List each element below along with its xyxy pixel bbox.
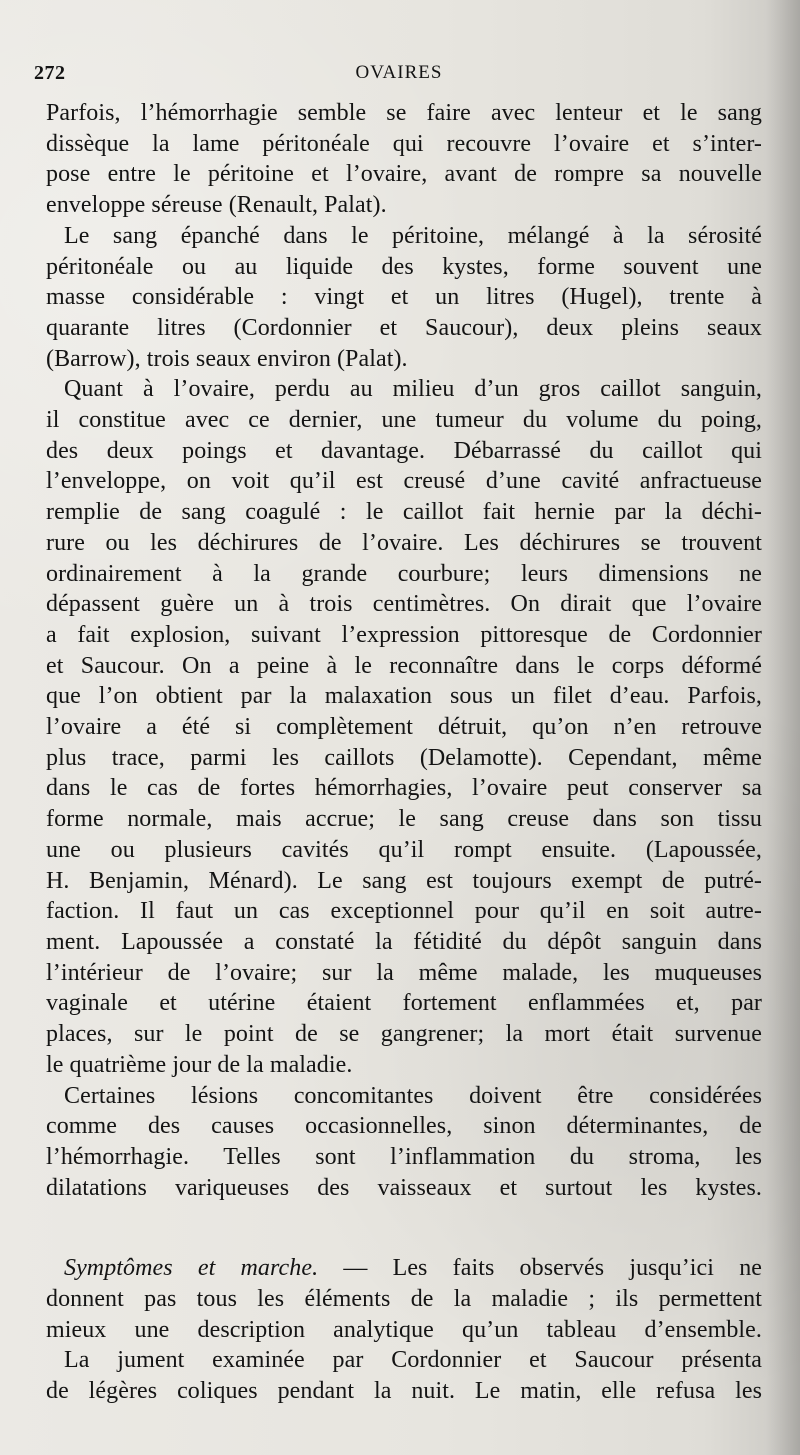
text-line: Certaines lésions concomitantes doivent être considérées <box>64 1082 762 1109</box>
text-line: pose entre le péritoine et l’ovaire, avant de rompre sa nouvelle <box>46 161 762 188</box>
text-line: remplie de sang coagulé : le caillot fait hernie par la déchi- <box>46 499 762 526</box>
text-line: Le sang épanché dans le péritoine, mélangé à la sérosité <box>64 222 762 249</box>
text-line: dilatations variqueuses des vaisseaux et surtout les kystes. <box>46 1174 762 1201</box>
text-line: enveloppe séreuse (Renault, Palat). <box>46 192 387 219</box>
section-title: Symptômes et marche. <box>64 1255 319 1282</box>
text-line: il constitue avec ce dernier, une tumeur du volume du poing, <box>46 407 762 434</box>
text-line: mieux une description analytique qu’un tableau d’ensemble. <box>46 1316 762 1343</box>
text-line: places, sur le point de se gangrener; la mort était survenue <box>46 1021 762 1048</box>
paragraph-hemorrhage-slow <box>46 98 762 221</box>
text-line: une ou plusieurs cavités qu’il rompt ensuite. (Lapoussée, <box>46 836 762 863</box>
text-line: ment. Lapoussée a constaté la fétidité du dépôt sanguin dans <box>46 928 762 955</box>
page-header <box>34 62 764 88</box>
text-line: rure ou les déchirures de l’ovaire. Les déchirures se trouvent <box>46 529 762 556</box>
text-line: La jument examinée par Cordonnier et Saucour présenta <box>64 1347 762 1374</box>
section-symptoms <box>46 1253 762 1345</box>
text-line: des deux poings et davantage. Débarrassé du caillot qui <box>46 437 762 464</box>
section-first-line <box>46 1253 762 1284</box>
text-line: que l’on obtient par la malaxation sous un filet d’eau. Parfois, <box>46 683 762 710</box>
text-line: le quatrième jour de la maladie. <box>46 1051 353 1078</box>
text-line: faction. Il faut un cas exceptionnel pour qu’il en soit autre- <box>46 898 762 925</box>
text-line: masse considérable : vingt et un litres (Hugel), trente à <box>46 284 762 311</box>
paragraph-concomitant-lesions <box>46 1081 762 1204</box>
text-line: et Saucour. On a peine à le reconnaître dans le corps déformé <box>46 652 762 679</box>
text-line: comme des causes occasionnelles, sinon déterminantes, de <box>46 1113 762 1140</box>
text-line: l’intérieur de l’ovaire; sur la même malade, les muqueuses <box>46 959 762 986</box>
text-line: Quant à l’ovaire, perdu au milieu d’un gros caillot sanguin, <box>64 376 762 403</box>
text-line: quarante litres (Cordonnier et Saucour), deux pleins seaux <box>46 314 762 341</box>
paragraph-spilled-blood <box>46 221 762 375</box>
paragraph-mare-case <box>46 1345 762 1406</box>
text-line: de légères coliques pendant la nuit. Le matin, elle refusa les <box>46 1378 762 1405</box>
text-line: l’ovaire a été si complètement détruit, qu’on n’en retrouve <box>46 714 762 741</box>
text-line: H. Benjamin, Ménard). Le sang est toujours exempt de putré- <box>46 867 762 894</box>
text-line: péritonéale ou au liquide des kystes, forme souvent une <box>46 253 762 280</box>
text-line: l’enveloppe, on voit qu’il est creusé d’une cavité anfractueuse <box>46 468 762 495</box>
body-text <box>46 98 762 1407</box>
section-first-line-rest: — Les faits observés jusqu’ici ne <box>318 1255 762 1282</box>
text-line: dépassent guère un à trois centimètres. On dirait que l’ovaire <box>46 591 762 618</box>
text-line: dissèque la lame péritonéale qui recouvre l’ovaire et s’inter- <box>46 130 762 157</box>
text-line: ordinairement à la grande courbure; leurs dimensions ne <box>46 560 762 587</box>
text-line: dans le cas de fortes hémorrhagies, l’ovaire peut conserver sa <box>46 775 762 802</box>
text-line: plus trace, parmi les caillots (Delamotte). Cependant, même <box>46 744 762 771</box>
text-line: forme normale, mais accrue; le sang creuse dans son tissu <box>46 806 762 833</box>
section-spacing <box>46 1203 762 1253</box>
page-number: 272 <box>34 62 66 84</box>
text-line: Parfois, l’hémorrhagie semble se faire avec lenteur et le sang <box>46 100 762 126</box>
text-line: donnent pas tous les éléments de la maladie ; ils permettent <box>46 1286 762 1313</box>
paragraph-ovary-clot <box>46 374 762 1080</box>
text-line: a fait explosion, suivant l’expression pittoresque de Cordonnier <box>46 621 762 648</box>
text-line: vaginale et utérine étaient fortement enflammées et, par <box>46 990 762 1017</box>
text-line: l’hémorrhagie. Telles sont l’inflammation du stroma, les <box>46 1143 762 1170</box>
running-title: OVAIRES <box>355 62 443 83</box>
text-line: (Barrow), trois seaux environ (Palat). <box>46 345 408 372</box>
